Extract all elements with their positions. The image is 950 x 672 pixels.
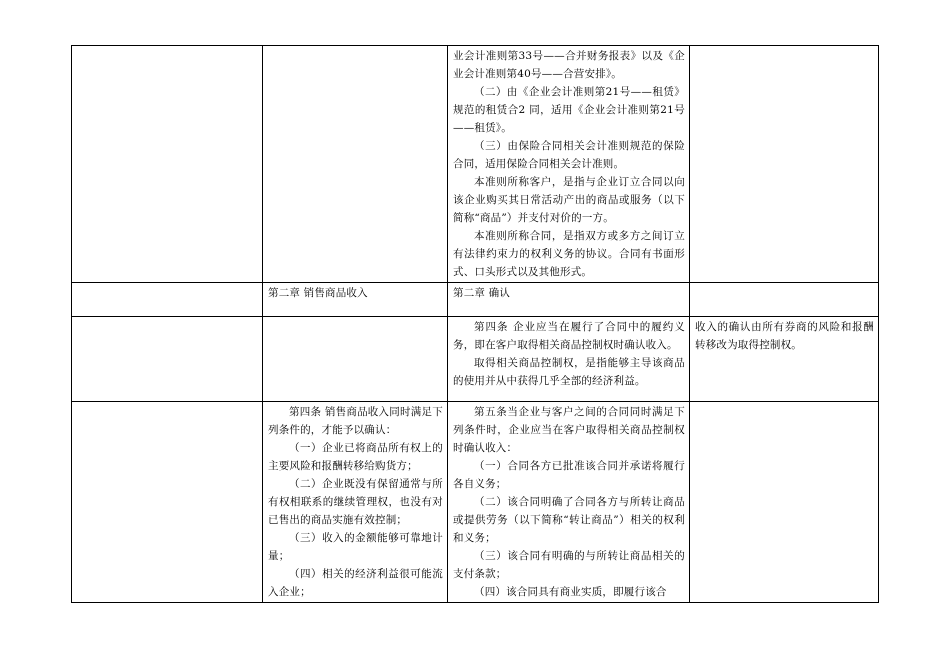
cell-empty xyxy=(690,46,879,283)
table-row xyxy=(72,283,879,317)
new-standard-cell xyxy=(448,402,690,603)
comparison-table xyxy=(71,45,879,603)
chapter-title: 第二章 销售商品收入 xyxy=(268,287,368,299)
remark-text: 收入的确认由所有券商的风险和报酬转移改为取得控制权。 xyxy=(695,321,874,351)
table-row xyxy=(72,46,879,283)
cell-empty xyxy=(690,402,879,603)
old-standard-cell xyxy=(263,402,448,603)
paragraph: （三）收入的金额能够可靠地计量； xyxy=(268,532,443,562)
paragraph: 取得相关商品控制权，是指能够主导该商品的使用并从中获得几乎全部的经济利益。 xyxy=(453,357,685,387)
paragraph: （二）企业既没有保留通常与所有权相联系的继续管理权，也没有对已售出的商品实施有效控制； xyxy=(268,478,443,526)
new-standard-cell xyxy=(448,317,690,402)
new-standard-cell xyxy=(448,46,690,283)
paragraph: 本准则所称客户，是指与企业订立合同以向该企业购买其日常活动产出的商品或服务（以下简称“商品”）并支付对价的一方。 xyxy=(453,176,685,224)
old-chapter-heading xyxy=(263,283,448,317)
cell-empty xyxy=(263,46,448,283)
paragraph: 第四条 销售商品收入同时满足下列条件的，才能予以确认： xyxy=(268,406,443,436)
paragraph: （四）该合同具有商业实质，即履行该合 xyxy=(474,586,667,598)
table-row xyxy=(72,402,879,603)
new-chapter-heading xyxy=(448,283,690,317)
cell-empty xyxy=(72,317,263,402)
cell-empty xyxy=(263,317,448,402)
cell-empty xyxy=(690,283,879,317)
paragraph: （三）该合同有明确的与所转让商品相关的支付条款； xyxy=(453,550,685,580)
paragraph: 业会计准则第33号——合并财务报表》以及《企业会计准则第40号——合营安排》。 xyxy=(453,50,685,80)
cell-empty xyxy=(72,46,263,283)
paragraph: （三）由保险合同相关会计准则规范的保险合同，适用保险合同相关会计准则。 xyxy=(453,140,685,170)
paragraph: （一）合同各方已批准该合同并承诺将履行各自义务； xyxy=(453,460,685,490)
table-row xyxy=(72,317,879,402)
paragraph: 本准则所称合同，是指双方或多方之间订立有法律约束力的权利义务的协议。合同有书面形式、口头形式以及其他形式。 xyxy=(453,230,685,278)
remark-cell xyxy=(690,317,879,402)
paragraph: （四）相关的经济利益很可能流入企业； xyxy=(268,568,443,598)
paragraph: 第四条 企业应当在履行了合同中的履约义务，即在客户取得相关商品控制权时确认收入。 xyxy=(453,321,685,351)
cell-empty xyxy=(72,402,263,603)
paragraph: （一）企业已将商品所有权上的主要风险和报酬转移给购货方； xyxy=(268,442,443,472)
cell-empty xyxy=(72,283,263,317)
chapter-title: 第二章 确认 xyxy=(453,287,511,299)
paragraph: （二）该合同明确了合同各方与所转让商品或提供劳务（以下简称“转让商品”）相关的权利和义务； xyxy=(453,496,685,544)
paragraph: （二）由《企业会计准则第21号——租赁》规范的租赁合2 同，适用《企业会计准则第21号——租赁》。 xyxy=(453,86,685,134)
paragraph: 第五条当企业与客户之间的合同同时满足下列条件时，企业应当在客户取得相关商品控制权时确认收入： xyxy=(453,406,685,454)
